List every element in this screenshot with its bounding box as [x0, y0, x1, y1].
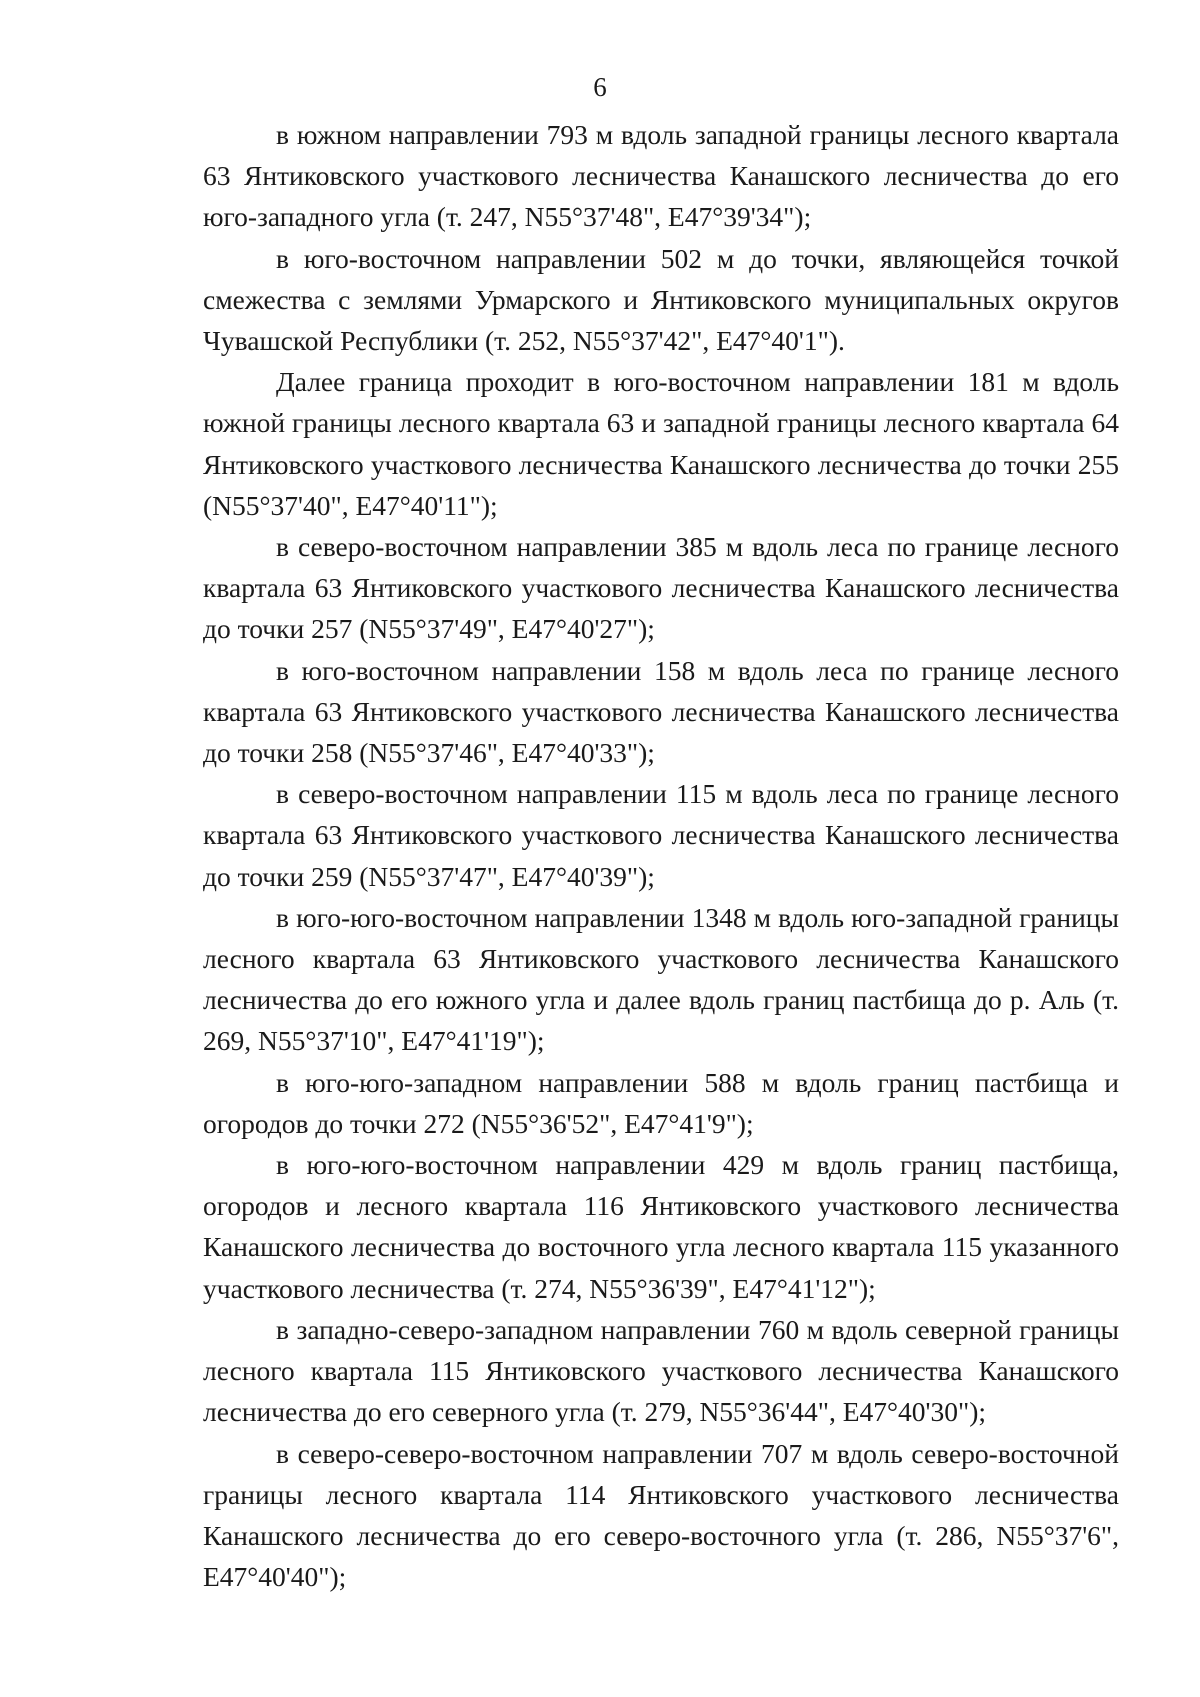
paragraph-8: в юго-юго-западном направлении 588 м вдоль границ пастбища и огородов до точки 272 (N55°36'52", E47°41'9");: [203, 1066, 1119, 1139]
paragraph-1: в южном направлении 793 м вдоль западной границы лесного квартала 63 Янтиковского участкового лесничества Канашского лесничества до его юго-западного угла (т. 247, N55°37'48", E47°39'34");: [203, 119, 1119, 233]
paragraph-5: в юго-восточном направлении 158 м вдоль леса по границе лесного квартала 63 Янтиковского участкового лесничества Канашского лесничества до точки 258 (N55°37'46", E47°40'33");: [203, 654, 1119, 769]
paragraph-11: в северо-северо-восточном направлении 707 м вдоль северо-восточной границы лесного квартала 114 Янтиковского участкового лесничества Канашского лесничества до его северо-восточного угла (т. 286, N55°37'6", E47°40'40");: [203, 1437, 1119, 1593]
paragraph-4: в северо-восточном направлении 385 м вдоль леса по границе лесного квартала 63 Янтиковского участкового лесничества Канашского лесничества до точки 257 (N55°37'49", E47°40'27");: [203, 531, 1119, 645]
paragraph-3: Далее граница проходит в юго-восточном направлении 181 м вдоль южной границы лесного квартала 63 и западной границы лесного квартала 64 Янтиковского участкового лесничества Канашского лесничества до точки 255 (N55°37'40", E47°40'11");: [203, 366, 1119, 521]
paragraph-6: в северо-восточном направлении 115 м вдоль леса по границе лесного квартала 63 Янтиковского участкового лесничества Канашского лесничества до точки 259 (N55°37'47", E47°40'39");: [203, 778, 1119, 892]
paragraph-10: в западно-северо-западном направлении 760 м вдоль северной границы лесного квартала 115 Янтиковского участкового лесничества Канашского лесничества до его северного угла (т. 279, N55°36'44", E47°40'30");: [203, 1313, 1119, 1428]
paragraph-7: в юго-юго-восточном направлении 1348 м вдоль юго-западной границы лесного квартала 63 Янтиковского участкового лесничества Канашского лесничества до его южного угла и далее вдоль границ пастбища до р. Аль (т. 269, N55°37'10", E47°41'19");: [203, 901, 1119, 1057]
paragraph-2: в юго-восточном направлении 502 м до точки, являющейся точкой смежества с землями Урмарского и Янтиковского муниципальных округов Чувашской Республики (т. 252, N55°37'42", E47°40'1").: [203, 242, 1119, 357]
page-number: 6: [593, 72, 607, 102]
paragraph-9: в юго-юго-восточном направлении 429 м вдоль границ пастбища, огородов и лесного квартала 116 Янтиковского участкового лесничества Канашского лесничества до восточного угла лесного квартала 115 указанного участкового лесничества (т. 274, N55°36'39", E47°41'12");: [203, 1149, 1119, 1304]
document-body: [203, 114, 1119, 1597]
